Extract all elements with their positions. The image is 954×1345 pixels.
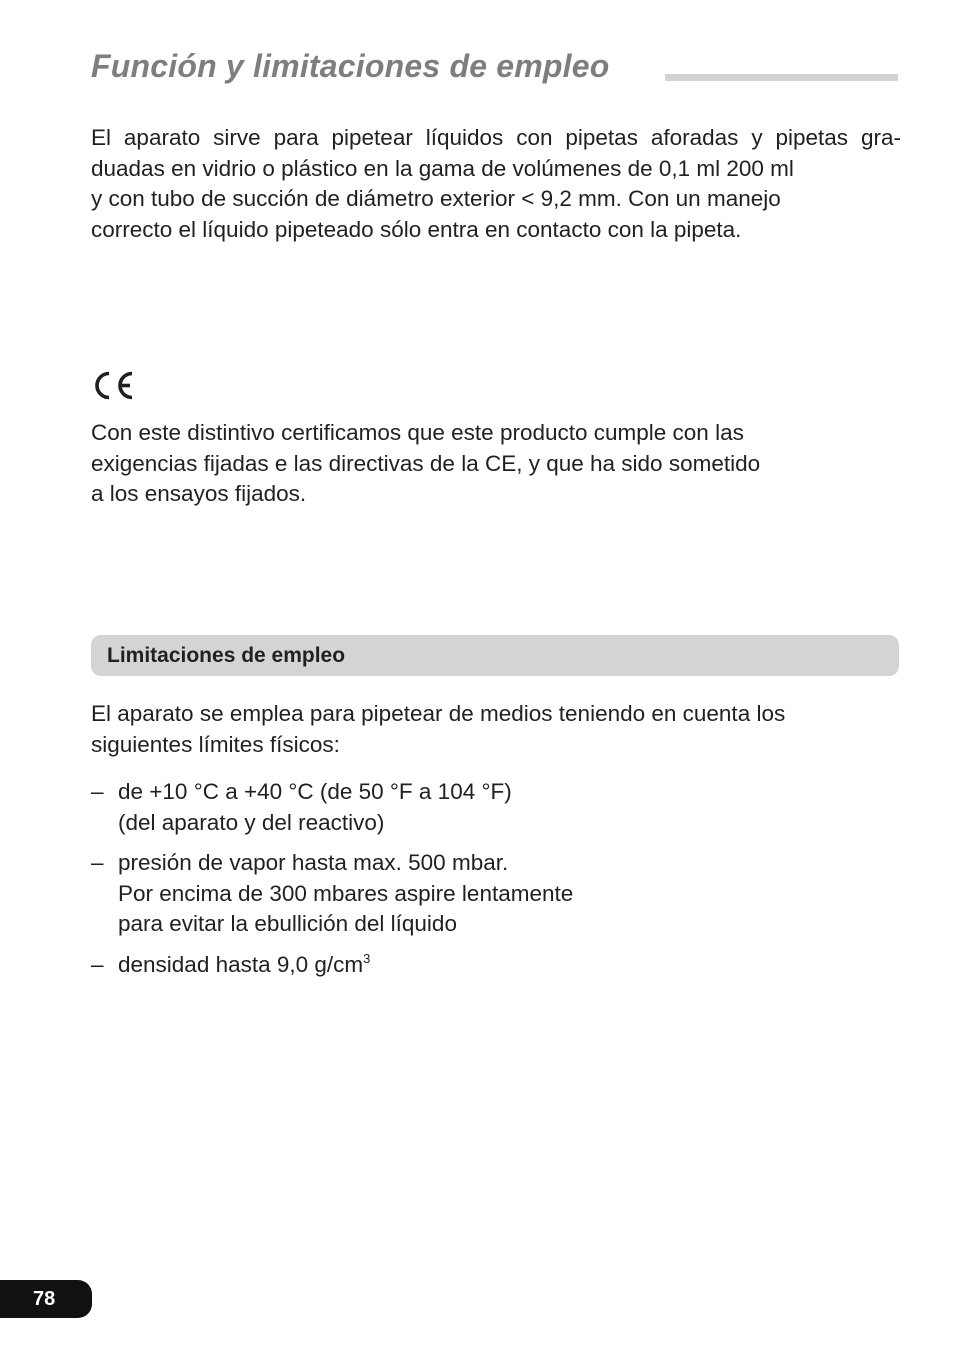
list-item-line: Por encima de 300 mbares aspire lentamente <box>118 880 574 906</box>
density-text: densidad hasta 9,0 g/cm <box>118 951 364 977</box>
paragraph-line: Con este distintivo certificamos que este producto cumple con las <box>91 420 744 445</box>
list-item <box>91 777 871 838</box>
list-item-line: (del aparato y del reactivo) <box>118 809 385 835</box>
section-heading: Limitaciones de empleo <box>107 644 346 667</box>
paragraph-line: y con tubo de succión de diámetro exterior < 9,2 mm. Con un manejo <box>91 186 781 211</box>
dash-bullet: – <box>91 779 104 804</box>
limitations-intro <box>91 699 891 760</box>
paragraph-line: duadas en vidrio o plástico en la gama de volúmenes de 0,1 ml 200 ml <box>91 155 794 181</box>
paragraph-line: El aparato se emplea para pipetear de medios teniendo en cuenta los <box>91 701 786 726</box>
dash-bullet: – <box>91 850 104 875</box>
page-number-tab <box>0 1280 92 1318</box>
superscript: 3 <box>363 950 371 966</box>
list-item-line: para evitar la ebullición del líquido <box>118 911 457 936</box>
paragraph-line: exigencias fijadas e las directivas de la CE, y que ha sido sometido <box>91 450 761 476</box>
list-item-line: presión de vapor hasta max. 500 mbar. <box>118 850 509 875</box>
list-item <box>91 848 871 940</box>
limits-list <box>91 777 871 990</box>
paragraph-line: El aparato sirve para pipetear líquidos con pipetas aforadas y pipetas gra- <box>91 125 901 150</box>
list-item <box>91 950 871 981</box>
paragraph-line: correcto el líquido pipeteado sólo entra en contacto con la pipeta. <box>91 216 742 242</box>
page-title: Función y limitaciones de empleo <box>91 48 610 84</box>
paragraph-line: a los ensayos fijados. <box>91 481 307 506</box>
function-paragraph <box>91 123 901 245</box>
list-item-line <box>118 950 871 981</box>
list-item-line: de +10 °C a +40 °C (de 50 °F a 104 °F) <box>118 779 512 804</box>
page-number: 78 <box>33 1288 56 1310</box>
ce-paragraph <box>91 418 871 510</box>
dash-bullet: – <box>91 951 104 977</box>
paragraph-line: siguientes límites físicos: <box>91 731 340 757</box>
ce-mark-icon <box>91 369 135 402</box>
section-heading-bar <box>91 635 899 676</box>
title-rule <box>665 74 898 81</box>
